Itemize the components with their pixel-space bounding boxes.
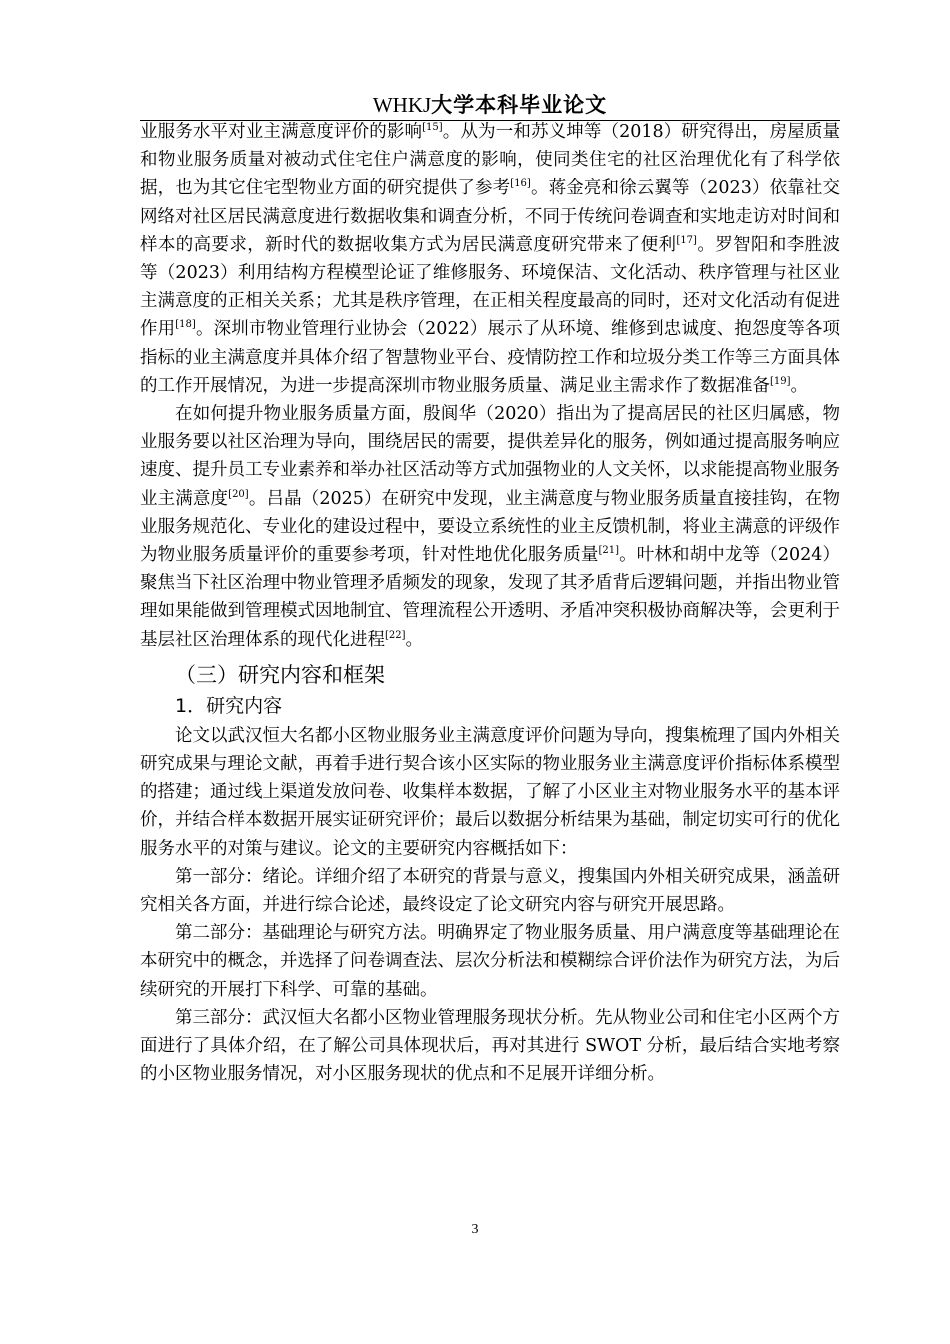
header-title: 大学本科毕业论文 <box>431 92 608 117</box>
paragraph-research-content: 论文以武汉恒大名都小区物业服务业主满意度评价问题为导向，搜集梳理了国内外相关研究成果与理论文献，再着手进行契合该小区实际的物业服务业主满意度评价指标体系模型的搭建；通过线上渠道发放问卷、收集样本数据，了解了小区业主对物业服务水平的基本评价，并结合样本数据开展实证研究评价；最后以数据分析结果为基础，制定切实可行的优化服务水平的对策与建议。论文的主要研究内容概括如下： <box>140 725 840 859</box>
citation: [21] <box>598 545 619 557</box>
text-run: 。叶林和胡中龙等（2024）聚焦当下社区治理中物业管理矛盾频发的现象，发现了其矛盾背后逻辑问题，并指出物业管理如果能做到管理模式因地制宜、管理流程公开透明、矛盾冲突积极协商解决等，会更利于基层社区治理体系的现代化进程 <box>140 545 840 650</box>
paragraph-part-three: 第三部分：武汉恒大名都小区物业管理服务现状分析。先从物业公司和住宅小区两个方面进行了具体介绍，在了解公司具体现状后，再对其进行 SWOT 分析，最后结合实地考察的小区物业服务情况，对小区服务现状的优点和不足展开详细分析。 <box>140 1007 840 1085</box>
citation: [15] <box>422 122 443 134</box>
text-run: 在如何提升物业服务质量方面，殷阆华（2020）指出为了提高居民的社区归属感，物业服务要以社区治理为导向，围绕居民的需要，提供差异化的服务，例如通过提高服务响应速度、提升员工专业素养和举办社区活动等方式加强物业的人文关怀，以求能提高物业服务业主满意度 <box>140 404 840 509</box>
text-run: 。深圳市物业管理行业协会（2022）展示了从环境、维修到忠诚度、抱怨度等各项指标的业主满意度并具体介绍了智慧物业平台、疫情防控工作和垃圾分类工作等三方面具体的工作开展情况，为进一步提高深圳市物业服务质量、满足业主需求作了数据准备 <box>140 319 841 396</box>
citation: [19] <box>770 376 791 387</box>
text-run: 业服务水平对业主满意度评价的影响 <box>140 122 423 142</box>
citation: [17] <box>676 234 697 246</box>
text-run: 。吕晶（2025）在研究中发现，业主满意度与物业服务质量直接挂钩，在物业服务规范化、专业化的建设过程中，要设立系统性的业主反馈机制，将业主满意的评级作为物业服务质量评价的重要参考项，针对性地优化服务质量 <box>140 488 840 566</box>
page-number: 3 <box>471 1222 479 1237</box>
text-run: 。罗智阳和李胜波等（2023）利用结构方程模型论证了维修服务、环境保洁、文化活动、秩序管理与社区业主满意度的正相关关系；尤其是秩序管理，在正相关程度最高的同时，还对文化活动有促进作用 <box>140 234 840 340</box>
citation: [22] <box>385 629 406 641</box>
text-run: 。从为一和苏义坤等（2018）研究得出，房屋质量和物业服务质量对被动式住宅住户满意度的影响，使同类住宅的社区治理优化有了科学依据，也为其它住宅型物业方面的研究提供了参考 <box>140 122 841 199</box>
citation: [20] <box>228 488 249 500</box>
paragraph-literature-1 <box>140 118 840 400</box>
paragraph-literature-2 <box>140 400 840 654</box>
header-code: WHKJ <box>372 93 432 117</box>
paragraph-part-one: 第一部分：绪论。详细介绍了本研究的背景与意义，搜集国内外相关研究成果，涵盖研究相关各方面，并进行综合论述，最终设定了论文研究内容与研究开展思路。 <box>140 866 840 916</box>
text-run: 。蒋金亮和徐云翼等（2023）依靠社交网络对社区居民满意度进行数据收集和调查分析，不同于传统问卷调查和实地走访对时间和样本的高要求，新时代的数据收集方式为居民满意度研究带来了便利 <box>140 178 840 255</box>
document-body <box>140 118 840 1089</box>
text-run: 。 <box>790 375 809 396</box>
section-heading: （三）研究内容和框架 <box>175 662 385 687</box>
page-header <box>140 92 840 118</box>
citation: [18] <box>175 319 196 331</box>
paragraph-part-two: 第二部分：基础理论与研究方法。明确界定了物业服务质量、用户满意度等基础理论在本研究中的概念，并选择了问卷调查法、层次分析法和模糊综合评价法作为研究方法，为后续研究的开展打下科学、可靠的基础。 <box>140 923 840 1000</box>
subsection-heading: 1．研究内容 <box>175 694 283 717</box>
citation: [16] <box>510 178 531 190</box>
text-run: 。 <box>405 629 424 650</box>
